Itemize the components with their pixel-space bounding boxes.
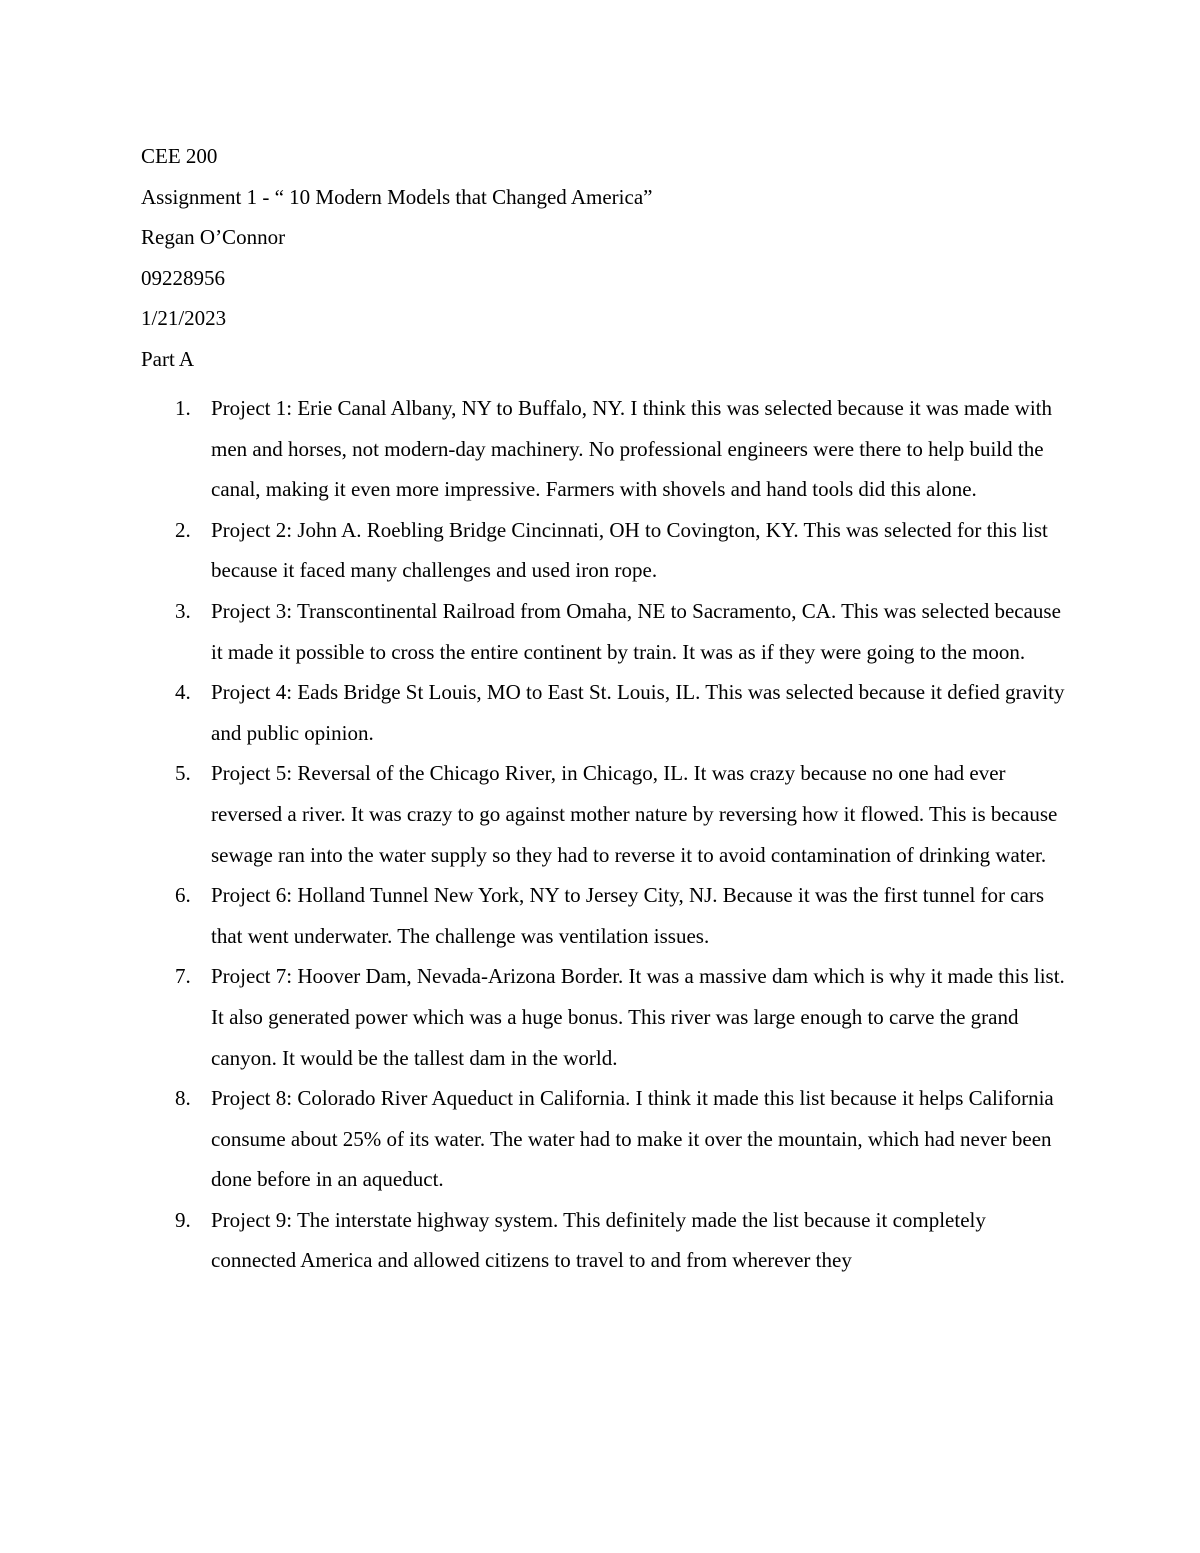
course-code: CEE 200	[141, 144, 218, 168]
document-date: 1/21/2023	[141, 306, 227, 330]
list-item-text: Project 6: Holland Tunnel New York, NY to Jersey City, NJ. Because it was the first tunnel for cars that went underwater. The challenge was ventilation issues.	[211, 883, 1045, 948]
assignment-title: Assignment 1 - “ 10 Modern Models that Changed America”	[141, 185, 653, 209]
list-number: 5.	[175, 761, 191, 786]
list-item	[0, 510, 1200, 591]
student-id: 09228956	[141, 266, 225, 290]
list-item-text: Project 4: Eads Bridge St Louis, MO to East St. Louis, IL. This was selected because it defied gravity and public opinion.	[211, 680, 1065, 745]
list-number: 8.	[175, 1086, 191, 1111]
list-number: 9.	[175, 1207, 191, 1232]
project-list	[0, 388, 1200, 1281]
list-item-text: Project 3: Transcontinental Railroad from Omaha, NE to Sacramento, CA. This was selected because it made it possible to cross the entire continent by train. It was as if they were going to the moon.	[211, 598, 1061, 664]
list-item	[0, 1200, 1200, 1281]
list-item-text: Project 9: The interstate highway system. This definitely made the list because it completely connected America and allowed citizens to travel to and from wherever they	[211, 1207, 986, 1273]
list-item-text: Project 7: Hoover Dam, Nevada-Arizona Border. It was a massive dam which is why it made this list. It also generated power which was a huge bonus. This river was large enough to carve the grand canyon. It would be the tallest dam in the world.	[211, 964, 1065, 1070]
list-number: 4.	[175, 680, 191, 705]
list-item	[0, 875, 1200, 956]
list-item	[0, 591, 1200, 672]
list-number: 1.	[175, 396, 191, 420]
list-item	[0, 388, 1200, 510]
section-heading: Part A	[141, 347, 195, 371]
list-number: 3.	[175, 598, 191, 623]
list-item-text: Project 8: Colorado River Aqueduct in California. I think it made this list because it helps California consume about 25% of its water. The water had to make it over the mountain, which had never been done before in an aqueduct.	[211, 1086, 1054, 1192]
list-item	[0, 672, 1200, 753]
list-item-text: Project 5: Reversal of the Chicago River, in Chicago, IL. It was crazy because no one had ever reversed a river. It was crazy to go against mother nature by reversing how it flowed. This is because sewage ran into the water supply so they had to reverse it to avoid contamination of drinking water.	[211, 761, 1058, 867]
list-number: 2.	[175, 517, 191, 542]
student-name: Regan O’Connor	[141, 225, 286, 249]
list-item	[0, 1078, 1200, 1200]
list-item-text: Project 2: John A. Roebling Bridge Cincinnati, OH to Covington, KY. This was selected for this list because it faced many challenges and used iron rope.	[211, 517, 1048, 583]
list-number: 7.	[175, 964, 191, 989]
list-item-text: Project 1: Erie Canal Albany, NY to Buffalo, NY. I think this was selected because it was made with men and horses, not modern-day machinery. No professional engineers were there to help build the canal, making it even more impressive. Farmers with shovels and hand tools did this alone.	[211, 396, 1052, 502]
list-item	[0, 956, 1200, 1078]
list-item	[0, 753, 1200, 875]
list-number: 6.	[175, 883, 191, 908]
